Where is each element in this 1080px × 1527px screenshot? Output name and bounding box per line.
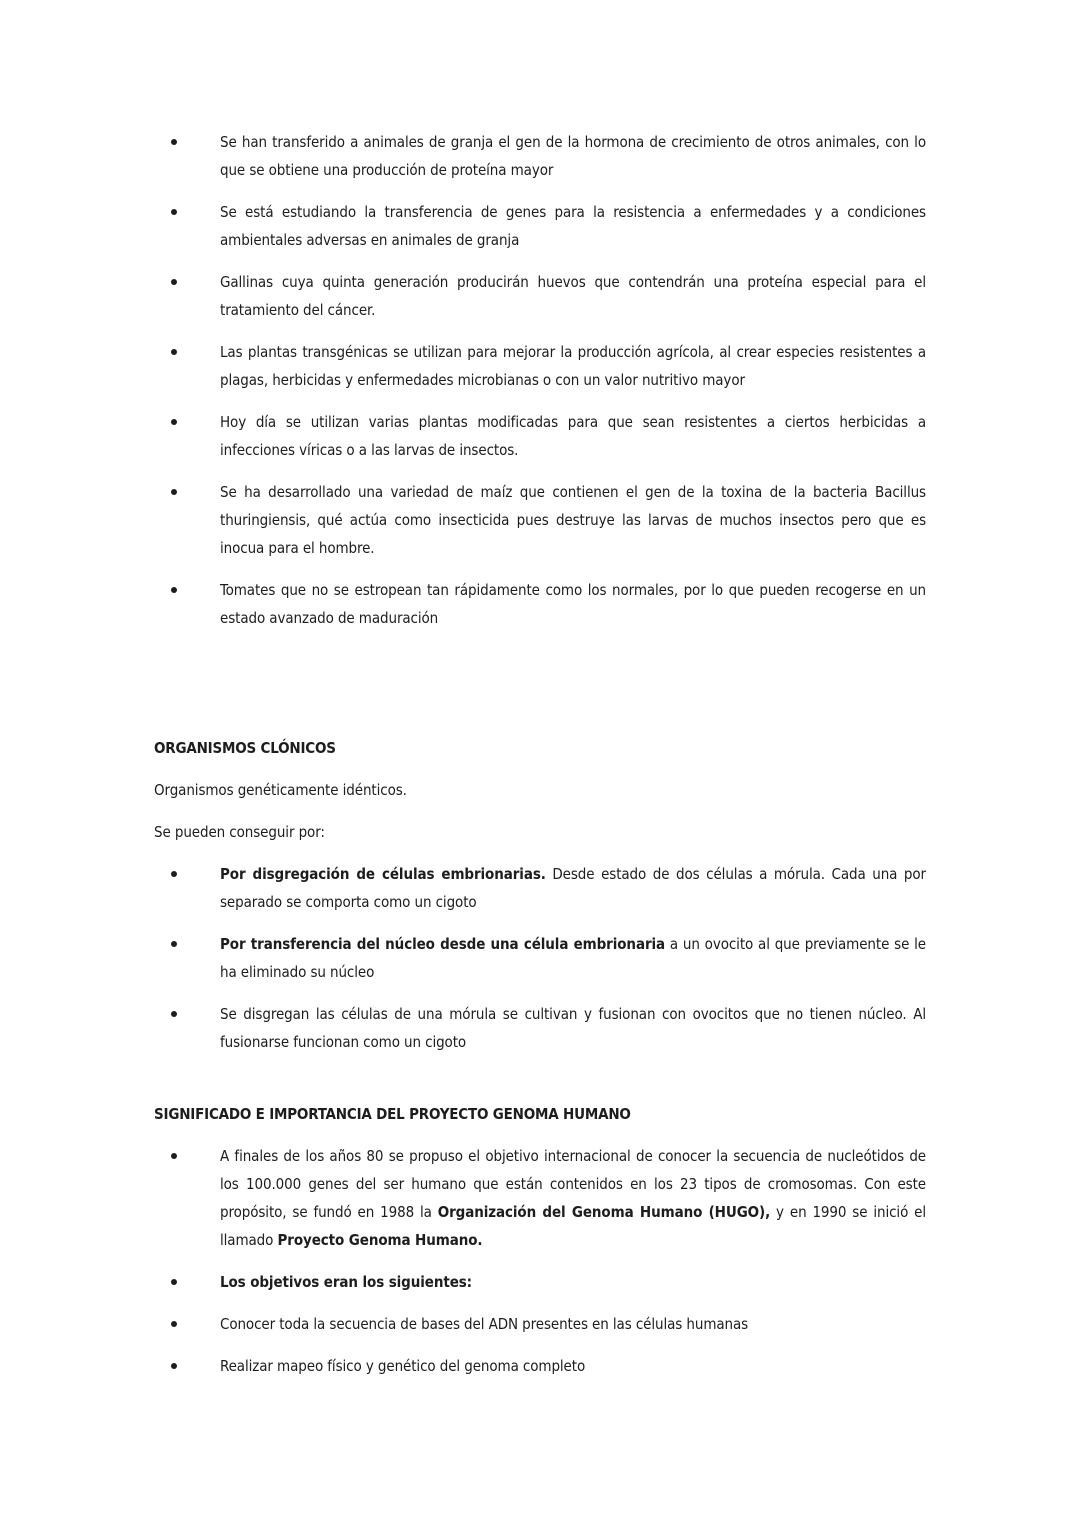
bullet-icon (171, 489, 177, 495)
list-item: Las plantas transgénicas se utilizan para mejorar la producción agrícola, al crear especies resistentes a plagas, herbicidas y enfermedades microbianas o con un valor nutritivo mayor (154, 338, 926, 394)
list-item: Se disgregan las células de una mórula se cultivan y fusionan con ovocitos que no tienen núcleo. Al fusionarse funcionan como un cigoto (154, 1000, 926, 1056)
list-item: Gallinas cuya quinta generación producirán huevos que contendrán una proteína especial para el tratamiento del cáncer. (154, 268, 926, 324)
bullet-icon (171, 139, 177, 145)
paragraph: Organismos genéticamente idénticos. (154, 781, 407, 799)
page-content (154, 128, 926, 1394)
bullet-icon (171, 209, 177, 215)
bullet-icon (171, 1279, 177, 1285)
bullet-icon (171, 279, 177, 285)
spacer (154, 646, 926, 734)
bullet-icon (171, 1321, 177, 1327)
list-item: A finales de los años 80 se propuso el objetivo internacional de conocer la secuencia de nucleótidos de los 100.000 genes del ser humano que están contenidos en los 23 tipos de cromosomas. Con este propósito, se fundó en 1988 la Organización del Genoma Humano (HUGO), y en 1990 se inició el llamado Proyecto Genoma Humano. (154, 1142, 926, 1254)
spacer (154, 1128, 926, 1142)
section-title-clonicos: ORGANISMOS CLÓNICOS (154, 739, 336, 757)
transgenic-list (154, 128, 926, 632)
list-item: Realizar mapeo físico y genético del genoma completo (154, 1352, 926, 1380)
clonicos-list (154, 860, 926, 1056)
bullet-icon (171, 941, 177, 947)
list-item: Se han transferido a animales de granja el gen de la hormona de crecimiento de otros animales, con lo que se obtiene una producción de proteína mayor (154, 128, 926, 184)
list-item: Los objetivos eran los siguientes: (154, 1268, 926, 1296)
section-title-genoma: SIGNIFICADO E IMPORTANCIA DEL PROYECTO GENOMA HUMANO (154, 1105, 631, 1123)
spacer (154, 1070, 926, 1100)
list-item: Por transferencia del núcleo desde una célula embrionaria a un ovocito al que previamente se le ha eliminado su núcleo (154, 930, 926, 986)
bullet-icon (171, 1363, 177, 1369)
list-item: Se ha desarrollado una variedad de maíz que contienen el gen de la toxina de la bacteria Bacillus thuringiensis, qué actúa como insecticida pues destruye las larvas de muchos insectos pero que es inocua para el hombre. (154, 478, 926, 562)
list-item: Se está estudiando la transferencia de genes para la resistencia a enfermedades y a condiciones ambientales adversas en animales de granja (154, 198, 926, 254)
bullet-icon (171, 1011, 177, 1017)
bullet-icon (171, 1153, 177, 1159)
list-item: Por disgregación de células embrionarias. Desde estado de dos células a mórula. Cada una por separado se comporta como un cigoto (154, 860, 926, 916)
bullet-icon (171, 419, 177, 425)
bullet-icon (171, 349, 177, 355)
list-item: Hoy día se utilizan varias plantas modificadas para que sean resistentes a ciertos herbicidas a infecciones víricas o a las larvas de insectos. (154, 408, 926, 464)
list-item: Tomates que no se estropean tan rápidamente como los normales, por lo que pueden recogerse en un estado avanzado de maduración (154, 576, 926, 632)
paragraph: Se pueden conseguir por: (154, 823, 325, 841)
bullet-icon (171, 587, 177, 593)
genoma-list (154, 1142, 926, 1380)
list-item: Conocer toda la secuencia de bases del ADN presentes en las células humanas (154, 1310, 926, 1338)
bullet-icon (171, 871, 177, 877)
